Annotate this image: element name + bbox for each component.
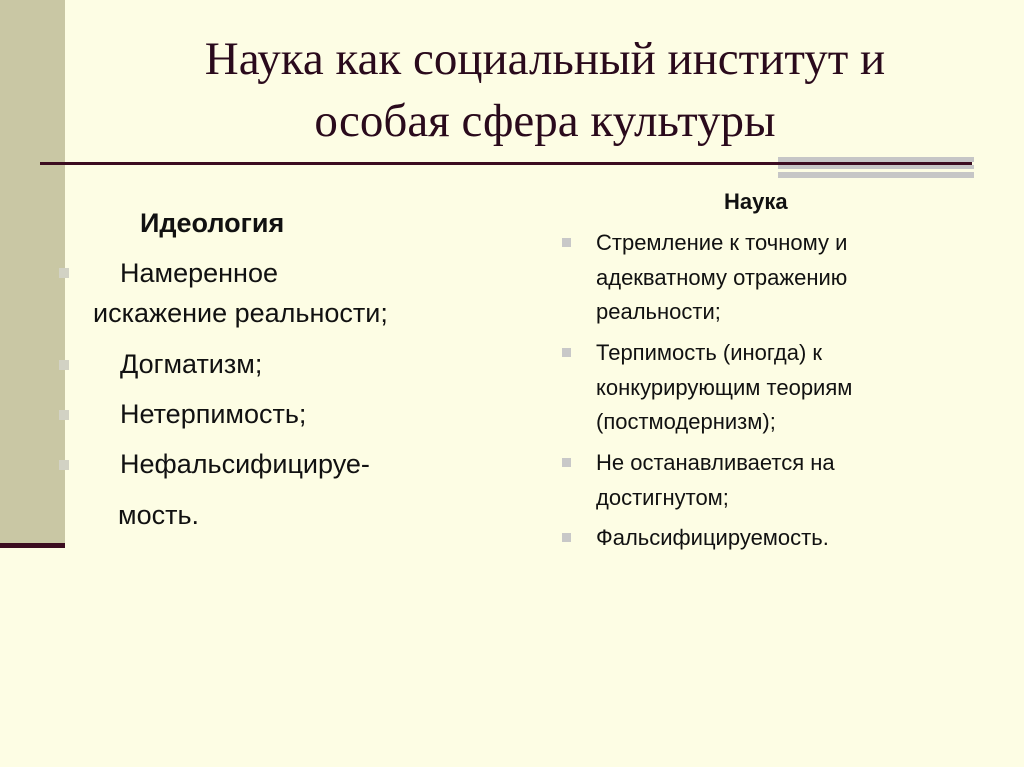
- side-rule: [0, 543, 65, 548]
- right-item-1-line-2: адекватному отражению: [596, 265, 848, 290]
- side-band: [0, 0, 65, 546]
- left-item-3: Нетерпимость;: [120, 399, 307, 429]
- left-column-heading: Идеология: [140, 208, 285, 238]
- right-item-2-line-2: конкурирующим теориям: [596, 375, 853, 400]
- slide-title: [70, 28, 1020, 152]
- left-item-1-line-2: искажение реальности;: [93, 298, 388, 328]
- right-item-2-line-3: (постмодернизм);: [596, 409, 776, 434]
- right-item-1-line-1: Стремление к точному и: [596, 230, 848, 255]
- bullet-icon: [562, 533, 571, 542]
- bullet-icon: [59, 268, 69, 278]
- right-column-heading: Наука: [724, 189, 788, 214]
- title-divider-accent: [778, 157, 974, 178]
- right-item-4: Фальсифицируемость.: [596, 525, 829, 550]
- right-item-2-line-1: Терпимость (иногда) к: [596, 340, 823, 365]
- bullet-icon: [562, 348, 571, 357]
- bullet-icon: [59, 360, 69, 370]
- right-item-3-line-2: достигнутом;: [596, 485, 729, 510]
- left-item-2: Догматизм;: [120, 349, 263, 379]
- title-line-1: Наука как социальный институт и: [204, 33, 886, 85]
- title-line-2: особая сфера культуры: [314, 95, 776, 147]
- bullet-icon: [59, 460, 69, 470]
- left-item-4-line-1: Нефальсифицируе-: [120, 449, 370, 479]
- bullet-icon: [59, 410, 69, 420]
- bullet-icon: [562, 238, 571, 247]
- left-item-4-line-2: мость.: [118, 500, 200, 530]
- bullet-icon: [562, 458, 571, 467]
- right-item-3-line-1: Не останавливается на: [596, 450, 835, 475]
- right-item-1-line-3: реальности;: [596, 299, 721, 324]
- left-item-1-line-1: Намеренное: [120, 258, 278, 288]
